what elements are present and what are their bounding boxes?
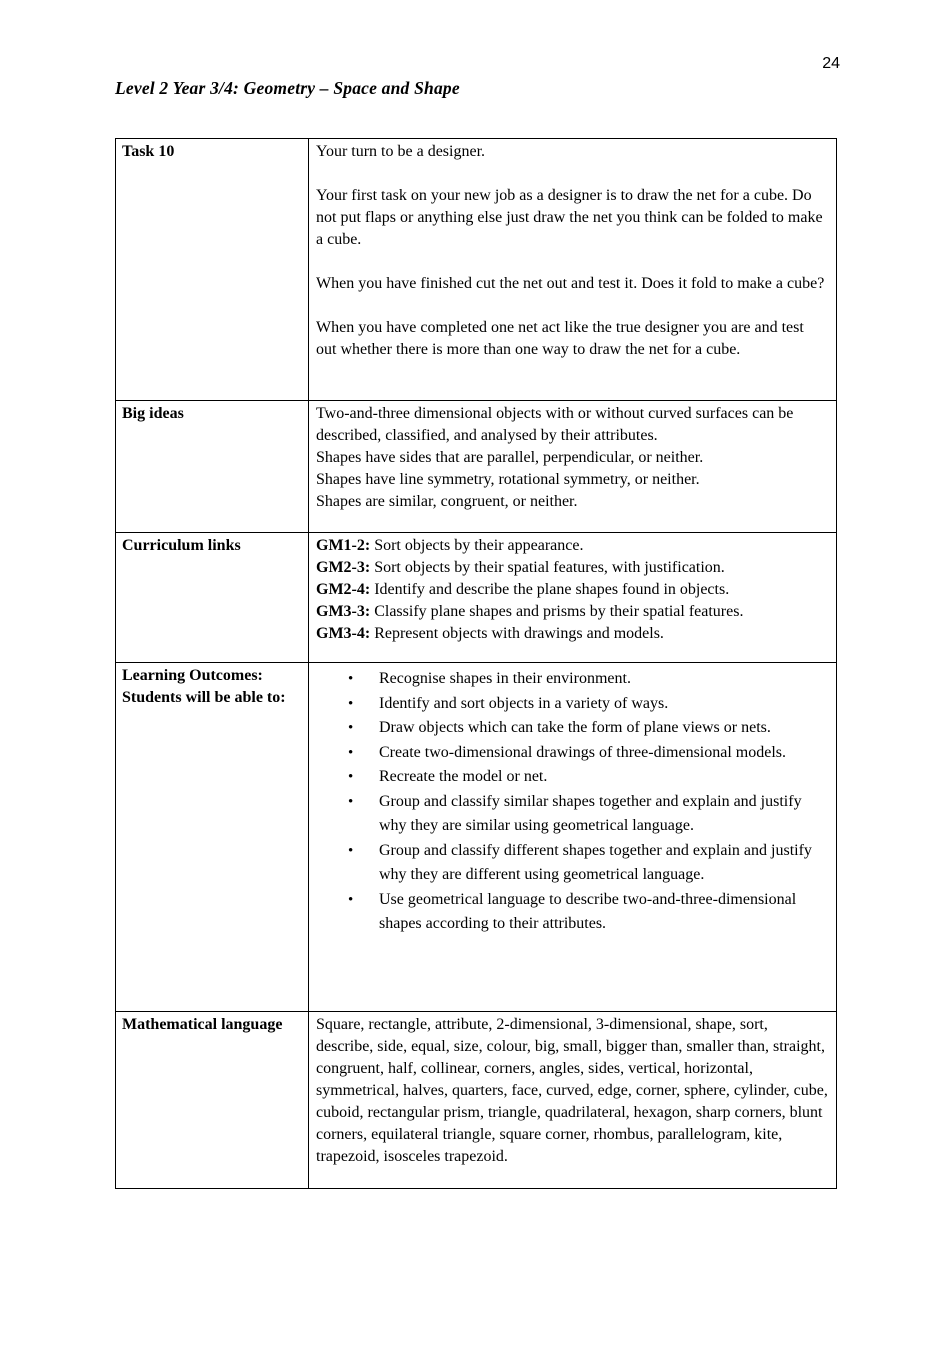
task-paragraph: Your turn to be a designer. (316, 143, 486, 160)
page-number: 24 (822, 55, 840, 72)
table-row-task (116, 139, 837, 401)
table-row-curriculum-links (116, 533, 837, 663)
big-ideas-label: Big ideas (116, 401, 309, 533)
curriculum-code: GM1-2: (316, 537, 371, 554)
curriculum-links-content (309, 533, 837, 663)
task-paragraph: When you have finished cut the net out and test it. Does it fold to make a cube? (316, 275, 825, 292)
curriculum-text: Classify plane shapes and prisms by their spatial features. (374, 603, 744, 620)
curriculum-text: Sort objects by their spatial features, with justification. (374, 559, 725, 576)
page-title: Level 2 Year 3/4: Geometry – Space and Shape (115, 78, 460, 98)
curriculum-code: GM2-3: (316, 559, 371, 576)
curriculum-links-label: Curriculum links (116, 533, 309, 663)
task-paragraph: When you have completed one net act like the true designer you are and test out whether there is more than one way to draw the net for a cube. (316, 319, 804, 358)
big-idea-sentence: Shapes have sides that are parallel, perpendicular, or neither. (316, 449, 704, 466)
mathematical-language-content: Square, rectangle, attribute, 2-dimensional, 3-dimensional, shape, sort, describe, side, equal, size, colour, big, small, bigger than, smaller than, straight, congruent, half, collinear, corners, angles, sides, vertical, horizontal, symmetrical, halves, quarters, face, curved, edge, corner, sphere, cylinder, cube, cuboid, rectangular prism, triangle, quadrilateral, hexagon, sharp corners, blunt corners, equilateral triangle, square corner, rhombus, parallelogram, kite, trapezoid, isosceles trapezoid. (309, 1012, 837, 1189)
curriculum-link-item (316, 579, 828, 601)
lesson-plan-table (115, 138, 837, 1189)
curriculum-code: GM3-4: (316, 625, 371, 642)
outcome-item: • Group and classify different shapes together and explain and justify why they are different using geometrical language. (379, 839, 828, 888)
curriculum-text: Identify and describe the plane shapes found in objects. (374, 581, 730, 598)
table-row-learning-outcomes (116, 663, 837, 1012)
table-row-mathematical-language (116, 1012, 837, 1189)
outcome-item: • Use geometrical language to describe two-and-three-dimensional shapes according to their attributes. (379, 888, 828, 937)
curriculum-code: GM3-3: (316, 603, 371, 620)
mathematical-language-label: Mathematical language (116, 1012, 309, 1189)
task-paragraph: Your first task on your new job as a designer is to draw the net for a cube. Do not put flaps or anything else just draw the net you think can be folded to make a cube. (316, 187, 823, 248)
curriculum-link-item (316, 601, 828, 623)
outcome-item: • Create two-dimensional drawings of three-dimensional models. (379, 741, 828, 766)
outcome-item: • Identify and sort objects in a variety of ways. (379, 692, 828, 717)
big-idea-sentence: Shapes are similar, congruent, or neither. (316, 493, 578, 510)
curriculum-link-item (316, 623, 828, 645)
big-idea-sentence: Shapes have line symmetry, rotational symmetry, or neither. (316, 471, 700, 488)
outcome-item: • Group and classify similar shapes together and explain and justify why they are similar using geometrical language. (379, 790, 828, 839)
outcome-item: • Draw objects which can take the form of plane views or nets. (379, 716, 828, 741)
learning-outcomes-label: Learning Outcomes: Students will be able to: (116, 663, 309, 1012)
outcome-item: • Recreate the model or net. (379, 765, 828, 790)
table-row-big-ideas (116, 401, 837, 533)
task-content (309, 139, 837, 401)
curriculum-text: Sort objects by their appearance. (374, 537, 584, 554)
big-ideas-content (309, 401, 837, 533)
curriculum-text: Represent objects with drawings and models. (374, 625, 664, 642)
outcome-item: • Recognise shapes in their environment. (379, 667, 828, 692)
task-label: Task 10 (116, 139, 309, 401)
curriculum-code: GM2-4: (316, 581, 371, 598)
learning-outcomes-content (309, 663, 837, 1012)
learning-outcomes-list (316, 667, 828, 937)
curriculum-link-item (316, 557, 828, 579)
curriculum-link-item (316, 535, 828, 557)
big-idea-sentence: Two-and-three dimensional objects with or without curved surfaces can be described, classified, and analysed by their attributes. (316, 405, 794, 444)
